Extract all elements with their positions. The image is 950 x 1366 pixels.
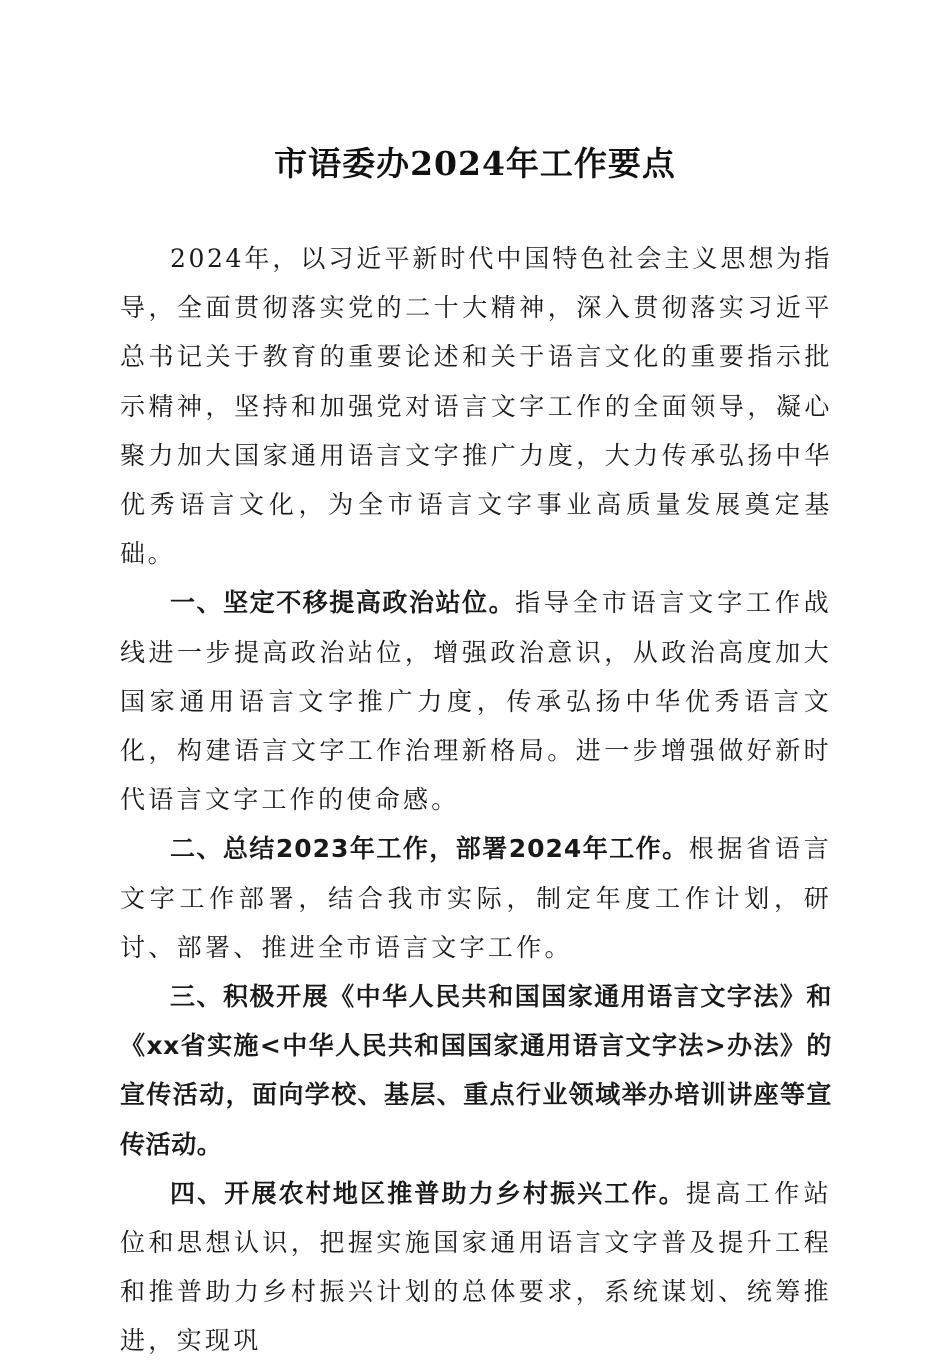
section-1-text: 指导全市语言文字工作战线进一步提高政治站位，增强政治意识，从政治高度加大国家通用语言文字推广力度，传承弘扬中华优秀语言文化，构建语言文字工作治理新格局。进一步增强做好新时代语言文字工作的使命感。: [120, 588, 832, 815]
intro-paragraph: 2024年，以习近平新时代中国特色社会主义思想为指导，全面贯彻落实党的二十大精神，深入贯彻落实习近平总书记关于教育的重要论述和关于语言文化的重要指示批示精神，坚持和加强党对语言文字工作的全面领导，凝心聚力加大国家通用语言文字推广力度，大力传承弘扬中华优秀语言文化，为全市语言文字事业高质量发展奠定基础。: [120, 244, 832, 569]
section-4-heading: 四、开展农村地区推普助力乡村振兴工作。: [170, 1178, 686, 1208]
document-body: [120, 234, 832, 1366]
section-4-paragraph: [120, 1169, 832, 1366]
section-2-paragraph: [120, 824, 832, 972]
section-1-paragraph: [120, 578, 832, 824]
section-2-heading: 二、总结2023年工作，部署2024年工作。: [170, 834, 689, 864]
section-3-paragraph: [120, 972, 832, 1169]
section-2-text: 根据省语言文字工作部署，结合我市实际，制定年度工作计划，研讨、部署、推进全市语言文字工作。: [120, 834, 832, 962]
section-4-text: 提高工作站位和思想认识，把握实施国家通用语言文字普及提升工程和推普助力乡村振兴计划的总体要求，系统谋划、统筹推进，实现巩: [120, 1178, 832, 1356]
section-3-heading: 三、积极开展《中华人民共和国国家通用语言文字法》和《xx省实施<中华人民共和国国家通用语言文字法>办法》的宣传活动，面向学校、基层、重点行业领域举办培训讲座等宣传活动。: [120, 982, 832, 1159]
document-title: 市语委办2024年工作要点: [274, 144, 676, 183]
section-1-heading: 一、坚定不移提高政治站位。: [170, 588, 516, 618]
